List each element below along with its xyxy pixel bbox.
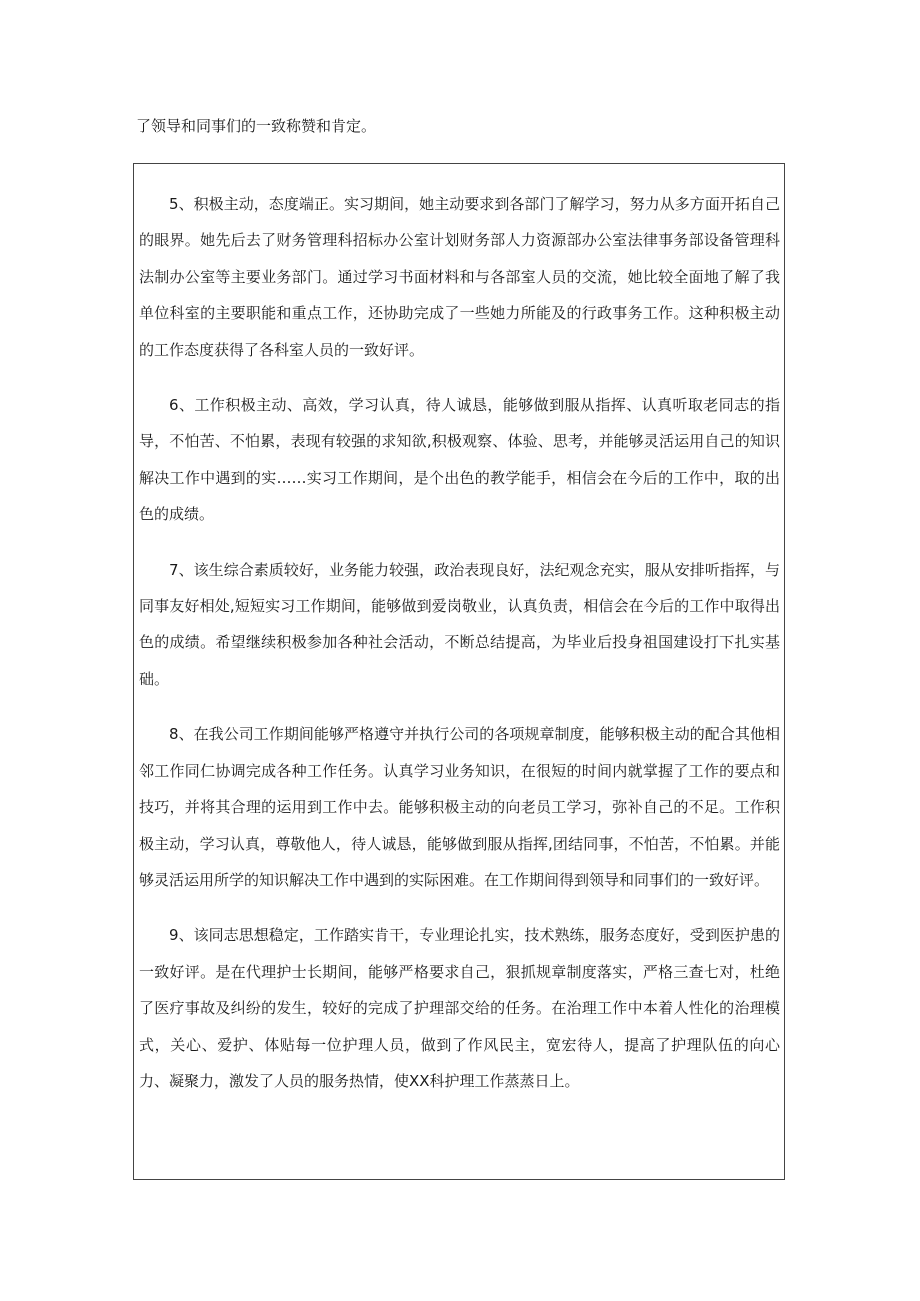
paragraph-7: 7、该生综合素质较好，业务能力较强，政治表现良好，法纪观念充实，服从安排听指挥，与同事友好相处,短短实习工作期间，能够做到爱岗敬业，认真负责，相信会在今后的工作中取得出色的成绩。希望继续积极参加各种社会活动，不断总结提高，为毕业后投身祖国建设打下扎实基础。: [139, 560, 780, 688]
content-box: [133, 163, 785, 1180]
paragraph-8: 8、在我公司工作期间能够严格遵守并执行公司的各项规章制度，能够积极主动的配合其他相邻工作同仁协调完成各种工作任务。认真学习业务知识，在很短的时间内就掌握了工作的要点和技巧，并将其合理的运用到工作中去。能够积极主动的向老员工学习，弥补自己的不足。工作积极主动，学习认真，尊敬他人，待人诚恳，能够做到服从指挥,团结同事，不怕苦，不怕累。并能够灵活运用所学的知识解决工作中遇到的实际困难。在工作期间得到领导和同事们的一致好评。: [139, 725, 780, 889]
paragraph-9: 9、该同志思想稳定，工作踏实肯干，专业理论扎实，技术熟练，服务态度好，受到医护患的一致好评。是在代理护士长期间，能够严格要求自己，狠抓规章制度落实，严格三查七对，杜绝了医疗事故及纠纷的发生，较好的完成了护理部交给的任务。在治理工作中本着人性化的治理模式，关心、爱护、体贴每一位护理人员，做到了作风民主，宽宏待人，提高了护理队伍的向心力、凝聚力，激发了人员的服务热情，使XX科护理工作蒸蒸日上。: [139, 926, 780, 1090]
paragraph-6: 6、工作积极主动、高效，学习认真，待人诚恳，能够做到服从指挥、认真听取老同志的指导，不怕苦、不怕累，表现有较强的求知欲,积极观察、体验、思考，并能够灵活运用自己的知识解决工作中遇到的实……实习工作期间，是个出色的教学能手，相信会在今后的工作中，取的出色的成绩。: [139, 396, 780, 524]
lead-text: 了领导和同事们的一致称赞和肯定。: [136, 117, 377, 135]
paragraph-5: 5、积极主动，态度端正。实习期间，她主动要求到各部门了解学习，努力从多方面开拓自己的眼界。她先后去了财务管理科招标办公室计划财务部人力资源部办公室法律事务部设备管理科法制办公室等主要业务部门。通过学习书面材料和与各部室人员的交流，她比较全面地了解了我单位科室的主要职能和重点工作，还协助完成了一些她力所能及的行政事务工作。这种积极主动的工作态度获得了各科室人员的一致好评。: [139, 195, 780, 359]
